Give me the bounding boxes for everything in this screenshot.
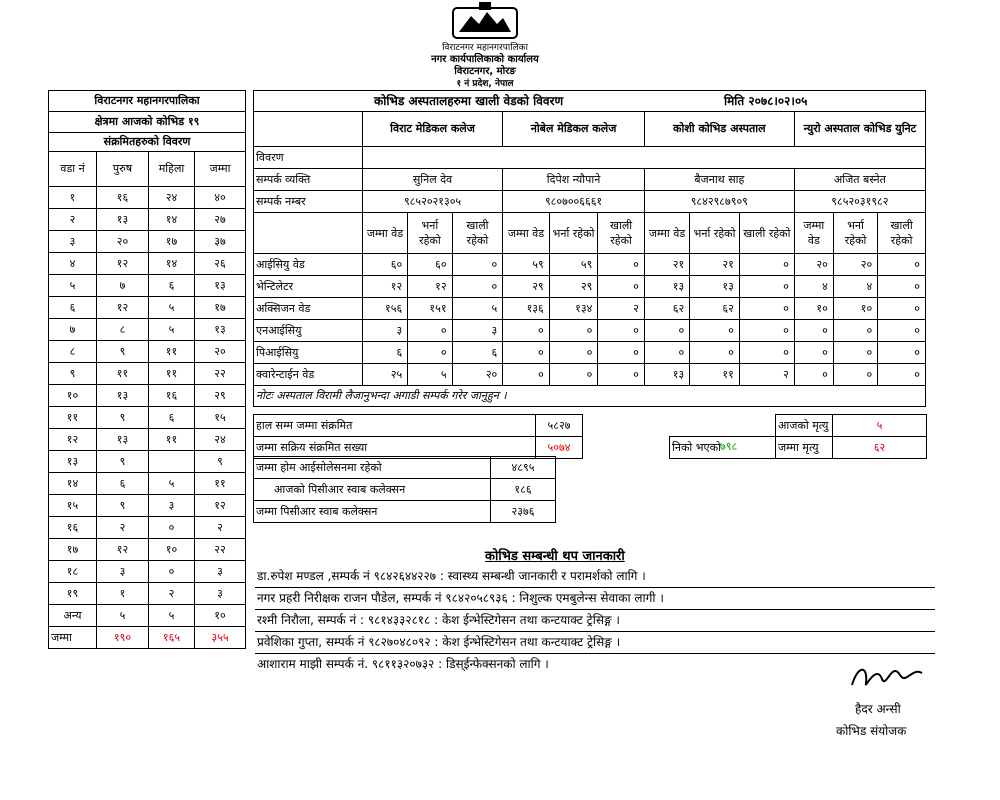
bed-value: ० xyxy=(833,364,877,386)
bed-value: ० xyxy=(833,342,877,364)
ward-row xyxy=(49,187,246,209)
bed-value: ० xyxy=(598,342,644,364)
ward-number: १९ xyxy=(49,583,97,605)
bed-value: ० xyxy=(739,276,794,298)
ward-female: ५ xyxy=(149,297,195,319)
stat-today-death: ५ xyxy=(833,415,927,437)
bed-value: ० xyxy=(878,254,926,276)
ward-title-line-3: संक्रमितहरुको विवरण xyxy=(49,133,246,152)
bed-value: ० xyxy=(408,342,452,364)
sub-header-vacant: खाली रहेको xyxy=(452,213,503,254)
bed-value: ० xyxy=(794,320,833,342)
bed-value: ० xyxy=(878,320,926,342)
ward-total: २२ xyxy=(195,539,246,561)
bed-row xyxy=(254,298,926,320)
hospital-name-1: विराट मेडिकल कलेज xyxy=(362,112,502,147)
ward-row xyxy=(49,407,246,429)
ward-total: १७ xyxy=(195,297,246,319)
ward-female: ११ xyxy=(149,341,195,363)
ward-male: १२ xyxy=(97,539,149,561)
ward-male: २ xyxy=(97,517,149,539)
contact-person-4: अजित बस्नेत xyxy=(794,169,925,191)
bed-row xyxy=(254,364,926,386)
ward-male: ११ xyxy=(97,363,149,385)
stats-table xyxy=(253,414,927,459)
label-contact-number: सम्पर्क नम्बर xyxy=(254,191,363,213)
ward-male: ९ xyxy=(97,451,149,473)
bed-value: १५६ xyxy=(362,298,407,320)
bed-value: ० xyxy=(878,342,926,364)
bed-value: ० xyxy=(739,320,794,342)
ward-row xyxy=(49,517,246,539)
ward-male: ९ xyxy=(97,495,149,517)
sub-header-admitted: भर्ना रहेको xyxy=(549,213,598,254)
ward-total-male: १९० xyxy=(97,627,149,649)
ward-total-female: १६५ xyxy=(149,627,195,649)
bed-row-label: अक्सिजन वेड xyxy=(254,298,363,320)
ward-number: ९ xyxy=(49,363,97,385)
bed-value: ० xyxy=(794,342,833,364)
sub-header-admitted: भर्ना रहेको xyxy=(408,213,452,254)
bed-value: ० xyxy=(690,342,740,364)
bed-value: १० xyxy=(833,298,877,320)
sub-header-total-beds: जम्मा वेड xyxy=(794,213,833,254)
info-line: प्रवेशिका गुप्ता, सम्पर्क नं ९८२७०४८०९२ : केश ईन्भेस्टिगेसन तथा कन्टयाक्ट ट्रेसिङ्ग । xyxy=(255,632,935,654)
bed-value: ० xyxy=(644,342,689,364)
ward-female: ६ xyxy=(149,275,195,297)
ward-row xyxy=(49,495,246,517)
ward-table xyxy=(48,90,246,649)
bed-row xyxy=(254,276,926,298)
bed-value: ० xyxy=(549,320,598,342)
signature-icon xyxy=(848,655,928,695)
ward-female: २ xyxy=(149,583,195,605)
sub-header-admitted: भर्ना रहेको xyxy=(690,213,740,254)
header-logo xyxy=(445,2,525,42)
ward-female: ११ xyxy=(149,363,195,385)
bed-row-label: आईसियु वेड xyxy=(254,254,363,276)
ward-total: ३७ xyxy=(195,231,246,253)
ward-title-line-1: विराटनगर महानगरपालिका xyxy=(49,91,246,112)
info-line: रश्मी निरौला, सम्पर्क नं : ९८१४३३२८१८ : केश ईन्भेस्टिगेसन तथा कन्टयाक्ट ट्रेसिङ्ग । xyxy=(255,610,935,632)
ward-total-row xyxy=(49,627,246,649)
label-contact-person: सम्पर्क व्यक्ति xyxy=(254,169,363,191)
bed-value: ३ xyxy=(452,320,503,342)
ward-number: १७ xyxy=(49,539,97,561)
beds-title: कोभिड अस्पतालहरुमा खाली वेडको विवरण xyxy=(374,94,564,108)
info-list xyxy=(255,566,935,675)
ward-male: १२ xyxy=(97,253,149,275)
bed-value: ० xyxy=(598,364,644,386)
stat-home-isolation-label: जम्मा होम आईसोलेसनमा रहेको xyxy=(254,457,491,479)
ward-number: ७ xyxy=(49,319,97,341)
ward-number: १२ xyxy=(49,429,97,451)
stat-recovered-label: निको भएको xyxy=(670,437,776,459)
hospital-name-4: न्युरो अस्पताल कोभिड युनिट xyxy=(794,112,925,147)
sub-header-vacant: खाली रहेको xyxy=(878,213,926,254)
ward-row xyxy=(49,297,246,319)
ward-row xyxy=(49,253,246,275)
contact-number-3: ९८४२९८७९०९ xyxy=(644,191,794,213)
ward-row xyxy=(49,319,246,341)
ward-number: २ xyxy=(49,209,97,231)
bed-value: २ xyxy=(739,364,794,386)
contact-number-4: ९८५२०३१९८२ xyxy=(794,191,925,213)
ward-total-label: जम्मा xyxy=(49,627,97,649)
bed-value: ३ xyxy=(362,320,407,342)
info-line: नगर प्रहरी निरीक्षक राजन पौडेल, सम्पर्क नं ९८४२०५८९३६ : निशुल्क एमबुलेन्स सेवाका लागी । xyxy=(255,588,935,610)
bed-value: ६२ xyxy=(644,298,689,320)
ward-total: २४ xyxy=(195,429,246,451)
bed-value: ० xyxy=(452,254,503,276)
ward-male: ९ xyxy=(97,341,149,363)
bed-value: ५९ xyxy=(503,254,549,276)
ward-number: १८ xyxy=(49,561,97,583)
ward-female: १६ xyxy=(149,385,195,407)
label-detail: विवरण xyxy=(254,147,363,169)
bed-value: ० xyxy=(549,342,598,364)
ward-header-female: महिला xyxy=(149,152,195,187)
ward-row xyxy=(49,363,246,385)
ward-row xyxy=(49,473,246,495)
bed-value: ० xyxy=(878,364,926,386)
ward-number: १ xyxy=(49,187,97,209)
ward-row xyxy=(49,275,246,297)
ward-male: १३ xyxy=(97,209,149,231)
bed-value: ० xyxy=(644,320,689,342)
ward-row xyxy=(49,561,246,583)
ward-female: २४ xyxy=(149,187,195,209)
ward-number: ४ xyxy=(49,253,97,275)
ward-male: १ xyxy=(97,583,149,605)
stat-today-pcr-label: आजको पिसीआर स्वाब कलेक्सन xyxy=(254,479,491,501)
ward-total: १२ xyxy=(195,495,246,517)
header-municipality: विराटनगर महानगरपालिका xyxy=(442,43,528,53)
tests-table xyxy=(253,456,556,523)
bed-value: ४ xyxy=(794,276,833,298)
bed-value: ० xyxy=(503,364,549,386)
ward-number: १३ xyxy=(49,451,97,473)
ward-male: ७ xyxy=(97,275,149,297)
ward-female: १४ xyxy=(149,253,195,275)
bed-row xyxy=(254,320,926,342)
ward-female: ५ xyxy=(149,319,195,341)
ward-female xyxy=(149,451,195,473)
bed-value: ० xyxy=(739,298,794,320)
ward-number: अन्य xyxy=(49,605,97,627)
bed-value: १२ xyxy=(408,276,452,298)
bed-value: ० xyxy=(794,364,833,386)
stat-total-pcr: २३७६ xyxy=(491,501,556,523)
ward-header-male: पुरुष xyxy=(97,152,149,187)
bed-value: १३४ xyxy=(549,298,598,320)
ward-male: ६ xyxy=(97,473,149,495)
ward-total: ३ xyxy=(195,583,246,605)
ward-total: १० xyxy=(195,605,246,627)
ward-row xyxy=(49,539,246,561)
ward-number: ६ xyxy=(49,297,97,319)
bed-value: ६ xyxy=(452,342,503,364)
info-title: कोभिड सम्बन्धी थप जानकारी xyxy=(485,549,625,564)
header-province: १ नं प्रदेश, नेपाल xyxy=(456,79,514,89)
ward-total: २७ xyxy=(195,209,246,231)
info-line: डा.रुपेश मण्डल ,सम्पर्क नं ९८४२६४४२२७ : स्वास्थ्य सम्बन्धी जानकारी र परामर्शको लागि । xyxy=(255,566,935,588)
stat-today-death-label: आजको मृत्यु xyxy=(776,415,833,437)
ward-row xyxy=(49,429,246,451)
bed-value: २१ xyxy=(644,254,689,276)
ward-row xyxy=(49,583,246,605)
bed-value: ० xyxy=(878,276,926,298)
sub-header-admitted: भर्ना रहेको xyxy=(833,213,877,254)
ward-number: ११ xyxy=(49,407,97,429)
emblem-icon xyxy=(445,2,525,42)
ward-female: ६ xyxy=(149,407,195,429)
bed-value: १५१ xyxy=(408,298,452,320)
ward-row xyxy=(49,209,246,231)
bed-value: २५ xyxy=(362,364,407,386)
ward-female: ११ xyxy=(149,429,195,451)
contact-number-1: ९८५२०२१३०५ xyxy=(362,191,502,213)
stat-active: ५०७४ xyxy=(536,437,583,459)
bed-value: ६२ xyxy=(690,298,740,320)
ward-male: १३ xyxy=(97,429,149,451)
bed-value: २१ xyxy=(690,254,740,276)
bed-value: १० xyxy=(794,298,833,320)
bed-value: ६० xyxy=(362,254,407,276)
stat-today-pcr: १८६ xyxy=(491,479,556,501)
beds-table xyxy=(253,90,926,407)
bed-value: ० xyxy=(503,342,549,364)
ward-male: ९ xyxy=(97,407,149,429)
hospital-name-3: कोशी कोभिड अस्पताल xyxy=(644,112,794,147)
bed-value: ० xyxy=(503,320,549,342)
ward-total: २२ xyxy=(195,363,246,385)
ward-female: ० xyxy=(149,561,195,583)
ward-total: ३ xyxy=(195,561,246,583)
ward-number: १४ xyxy=(49,473,97,495)
ward-total: ४० xyxy=(195,187,246,209)
ward-total: १३ xyxy=(195,319,246,341)
ward-row xyxy=(49,605,246,627)
bed-value: २० xyxy=(794,254,833,276)
ward-female: ५ xyxy=(149,605,195,627)
bed-value: ४ xyxy=(833,276,877,298)
ward-row xyxy=(49,231,246,253)
ward-number: ५ xyxy=(49,275,97,297)
stat-total-death-label: जम्मा मृत्यु xyxy=(776,437,833,459)
bed-value: ० xyxy=(690,320,740,342)
sub-header-total-beds: जम्मा वेड xyxy=(644,213,689,254)
ward-total: २ xyxy=(195,517,246,539)
bed-value: १३ xyxy=(690,276,740,298)
sub-header-total-beds: जम्मा वेड xyxy=(362,213,407,254)
ward-total-all: ३५५ xyxy=(195,627,246,649)
ward-male: ५ xyxy=(97,605,149,627)
contact-number-2: ९८०७००६६६१ xyxy=(503,191,645,213)
bed-value: २९ xyxy=(503,276,549,298)
bed-value: ६ xyxy=(362,342,407,364)
ward-header-total: जम्मा xyxy=(195,152,246,187)
ward-number: ८ xyxy=(49,341,97,363)
bed-value: २० xyxy=(833,254,877,276)
ward-male: १६ xyxy=(97,187,149,209)
bed-row-label: एनआईसियु xyxy=(254,320,363,342)
contact-person-3: बैजनाथ साह xyxy=(644,169,794,191)
stat-total-infected-label: हाल सम्म जम्मा संक्रमित xyxy=(254,415,536,437)
ward-row xyxy=(49,385,246,407)
ward-male: १२ xyxy=(97,297,149,319)
bed-value: ६० xyxy=(408,254,452,276)
signature-role: कोभिड संयोजक xyxy=(836,724,907,738)
stat-home-isolation: ४८९५ xyxy=(491,457,556,479)
ward-number: ३ xyxy=(49,231,97,253)
sub-header-vacant: खाली रहेको xyxy=(598,213,644,254)
ward-female: १७ xyxy=(149,231,195,253)
bed-value: २० xyxy=(452,364,503,386)
bed-value: ५ xyxy=(452,298,503,320)
ward-total: २६ xyxy=(195,253,246,275)
ward-female: ५ xyxy=(149,473,195,495)
bed-row-label: भेन्टिलेटर xyxy=(254,276,363,298)
ward-male: ३ xyxy=(97,561,149,583)
bed-value: ५ xyxy=(408,364,452,386)
ward-total: ११ xyxy=(195,473,246,495)
ward-total: २० xyxy=(195,341,246,363)
stat-total-pcr-label: जम्मा पिसीआर स्वाब कलेक्सन xyxy=(254,501,491,523)
bed-row xyxy=(254,254,926,276)
header-city: विराटनगर, मोरङ xyxy=(454,66,516,77)
bed-value: ० xyxy=(408,320,452,342)
ward-male: २० xyxy=(97,231,149,253)
contact-person-1: सुनिल देव xyxy=(362,169,502,191)
ward-total: १३ xyxy=(195,275,246,297)
ward-total: १५ xyxy=(195,407,246,429)
bed-value: ० xyxy=(878,298,926,320)
beds-note: नोटः अस्पताल विरामी लैजानुभन्दा अगाडी सम्पर्क गरेर जानुहुन । xyxy=(254,386,926,407)
bed-value: ११ xyxy=(690,364,740,386)
bed-row-label: पिआईसियु xyxy=(254,342,363,364)
ward-title-line-2: क्षेत्रमा आजको कोभिड १९ xyxy=(49,112,246,133)
ward-female: १० xyxy=(149,539,195,561)
contact-person-2: दिपेश न्यौपाने xyxy=(503,169,645,191)
bed-value: ० xyxy=(739,342,794,364)
ward-header-ward: वडा नं xyxy=(49,152,97,187)
ward-row xyxy=(49,451,246,473)
bed-value: ० xyxy=(598,320,644,342)
ward-number: १६ xyxy=(49,517,97,539)
ward-total: ९ xyxy=(195,451,246,473)
bed-value: १३६ xyxy=(503,298,549,320)
sub-header-vacant: खाली रहेको xyxy=(739,213,794,254)
bed-value: १३ xyxy=(644,276,689,298)
stat-total-death: ६२ xyxy=(833,437,927,459)
bed-row-label: क्वारेन्टाईन वेड xyxy=(254,364,363,386)
stat-active-label: जम्मा सक्रिय संक्रमित सख्या xyxy=(254,437,536,459)
ward-male: १३ xyxy=(97,385,149,407)
ward-total: २९ xyxy=(195,385,246,407)
bed-value: ० xyxy=(598,276,644,298)
info-line: आशाराम माझी सम्पर्क नं. ९८११३२०७३२ : डिस्ईन्फेक्सनको लागि । xyxy=(257,657,549,671)
sub-header-total-beds: जम्मा वेड xyxy=(503,213,549,254)
bed-value: १३ xyxy=(644,364,689,386)
bed-value: ० xyxy=(598,254,644,276)
signature xyxy=(848,655,928,695)
ward-number: १५ xyxy=(49,495,97,517)
bed-value: ० xyxy=(833,320,877,342)
stat-recovered-value: ७९८ xyxy=(720,440,738,453)
ward-number: १० xyxy=(49,385,97,407)
ward-row xyxy=(49,341,246,363)
ward-female: १४ xyxy=(149,209,195,231)
bed-value: २९ xyxy=(549,276,598,298)
bed-value: ५९ xyxy=(549,254,598,276)
signature-name: हैदर अन्सी xyxy=(855,702,901,716)
bed-value: ० xyxy=(739,254,794,276)
bed-value: ० xyxy=(452,276,503,298)
ward-female: ३ xyxy=(149,495,195,517)
header-office: नगर कार्यपालिकाको कार्यालय xyxy=(431,54,539,65)
ward-female: ० xyxy=(149,517,195,539)
ward-male: ८ xyxy=(97,319,149,341)
bed-value: २ xyxy=(598,298,644,320)
beds-date: मिति २०७८।०२।०५ xyxy=(724,94,808,108)
bed-row xyxy=(254,342,926,364)
hospital-name-2: नोबेल मेडिकल कलेज xyxy=(503,112,645,147)
bed-value: ० xyxy=(549,364,598,386)
bed-value: १२ xyxy=(362,276,407,298)
stat-total-infected: ५८२७ xyxy=(536,415,583,437)
